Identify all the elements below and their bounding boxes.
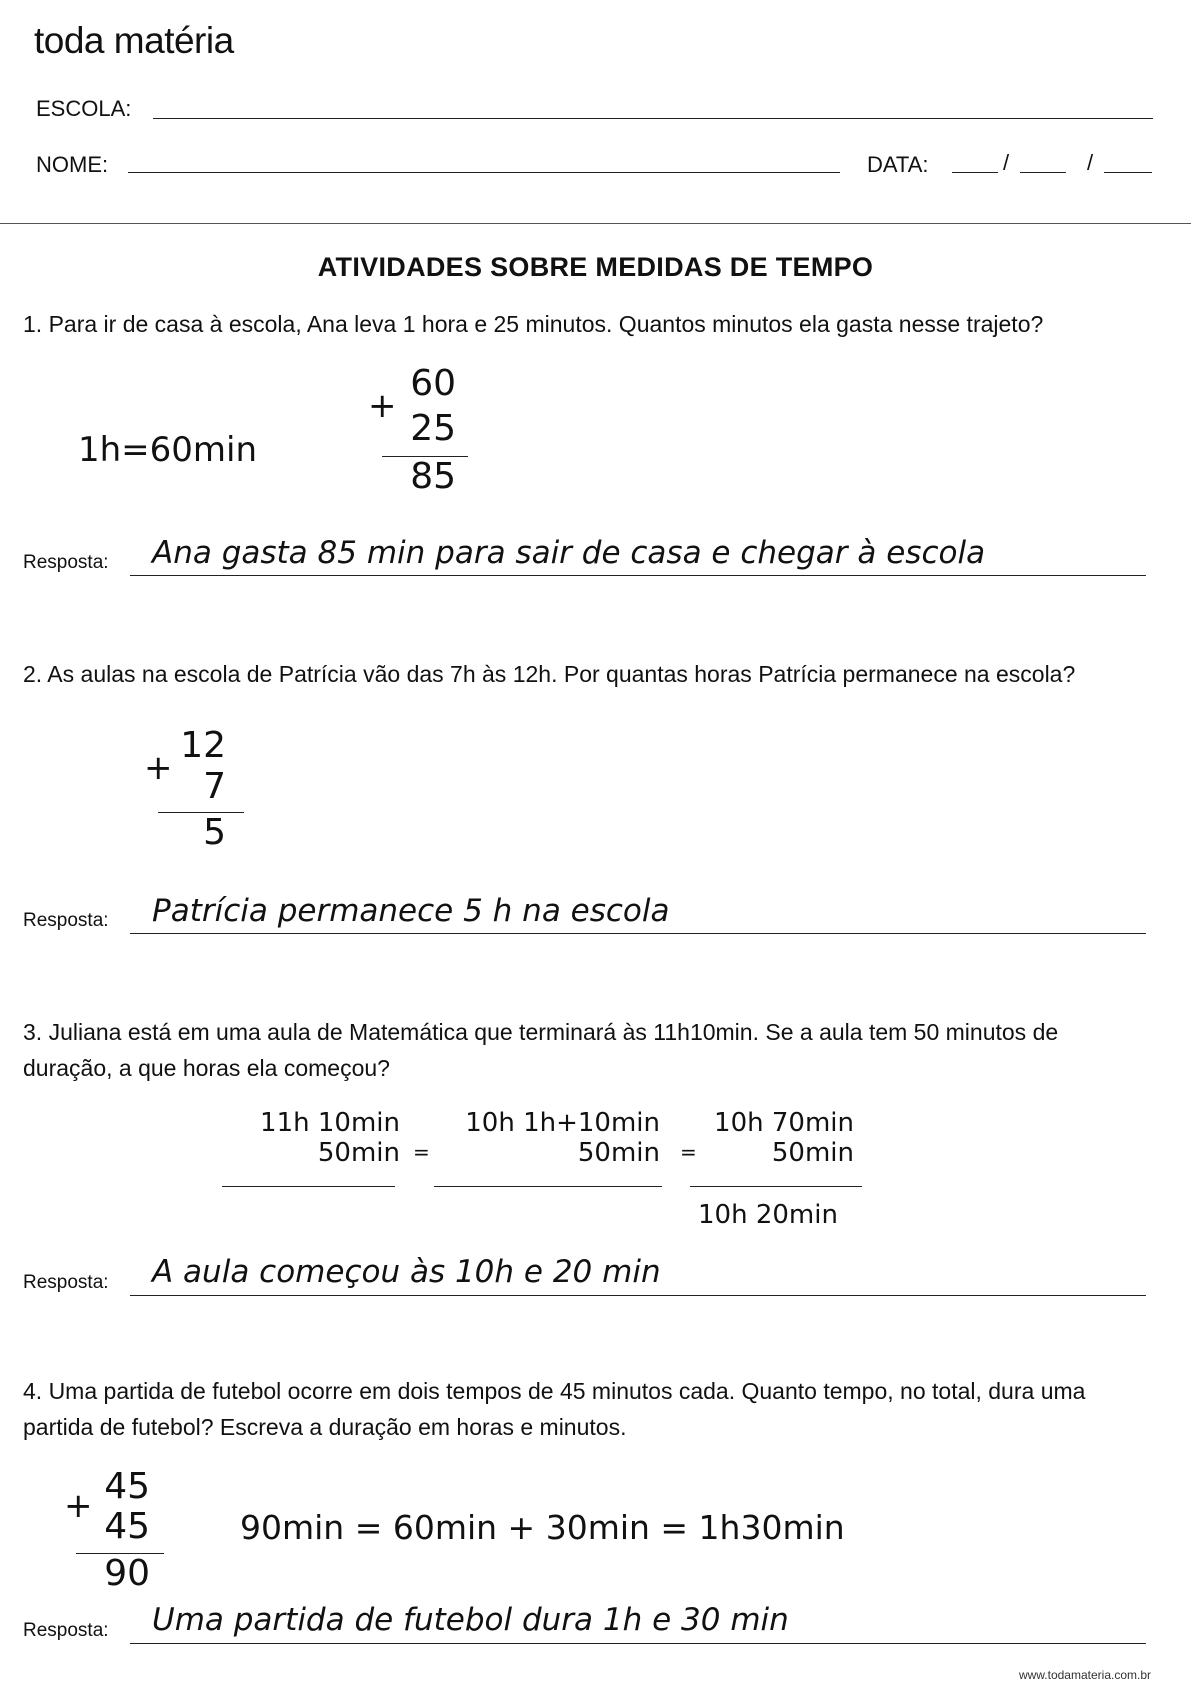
q2-answer: Patrícia permanece 5 h na escola	[152, 893, 670, 929]
q3-step3-bottom: 50min	[771, 1138, 854, 1168]
q1-add-top: 60	[410, 363, 456, 404]
answer-label: Resposta:	[23, 910, 109, 931]
q3-step2	[430, 1108, 660, 1168]
q4-bottom: 45	[104, 1506, 150, 1547]
q3-answer-line[interactable]	[130, 1295, 1146, 1296]
footer-site: www.todamateria.com.br	[1018, 1668, 1151, 1682]
question-1-text: 1. Para ir de casa à escola, Ana leva 1 hora e 25 minutos. Quantos minutos ela gasta nesse trajeto?	[23, 311, 1044, 337]
q1-equation: 1h=60min	[78, 430, 258, 470]
date-day-line[interactable]	[952, 172, 998, 173]
q3-result: 10h 20min	[698, 1200, 838, 1230]
logo-text: toda matéria	[34, 20, 234, 61]
q2-plus: +	[144, 748, 173, 788]
page-title: ATIVIDADES SOBRE MEDIDAS DE TEMPO	[317, 252, 874, 282]
name-field-line[interactable]	[128, 172, 840, 173]
question-3-text: 3. Juliana está em uma aula de Matemática que terminará às 11h10min. Se a aula tem 50 minutos de duração, a que horas ela começou?	[23, 1019, 1059, 1081]
q2-bottom: 7	[203, 766, 226, 807]
q4-conversion: 90min = 60min + 30min = 1h30min	[240, 1508, 845, 1547]
q3-step3-line	[690, 1186, 862, 1187]
date-month-line[interactable]	[1020, 172, 1066, 173]
q3-step1-top: 11h 10min	[260, 1108, 400, 1138]
q2-top: 12	[180, 725, 226, 766]
q2-answer-line[interactable]	[130, 933, 1146, 934]
q4-top: 45	[104, 1466, 150, 1507]
date-year-line[interactable]	[1104, 172, 1152, 173]
date-label: DATA:	[867, 152, 929, 177]
q4-result: 90	[104, 1553, 150, 1594]
q3-equals-2: =	[680, 1140, 697, 1164]
q3-step1	[222, 1108, 400, 1168]
q3-step3-top: 10h 70min	[714, 1108, 854, 1138]
name-label: NOME:	[36, 152, 109, 177]
school-label: ESCOLA:	[36, 96, 132, 121]
q1-answer-line[interactable]	[130, 575, 1146, 576]
answer-label: Resposta:	[23, 552, 109, 573]
q3-step1-bottom: 50min	[317, 1138, 400, 1168]
answer-label: Resposta:	[23, 1620, 109, 1641]
q3-answer: A aula começou às 10h e 20 min	[152, 1254, 661, 1290]
answer-label: Resposta:	[23, 1272, 109, 1293]
date-separator: /	[1087, 150, 1094, 175]
q3-step2-line	[434, 1186, 662, 1187]
q1-add-bottom: 25	[410, 408, 456, 449]
q1-add-result: 85	[410, 456, 456, 497]
q3-step2-bottom: 50min	[577, 1138, 660, 1168]
school-field-line[interactable]	[153, 118, 1153, 119]
q3-equals-1: =	[413, 1140, 430, 1164]
q4-answer: Uma partida de futebol dura 1h e 30 min	[152, 1602, 789, 1638]
q3-step3	[696, 1108, 854, 1168]
q3-step1-line	[222, 1186, 395, 1187]
q4-answer-line[interactable]	[130, 1643, 1146, 1644]
q4-plus: +	[64, 1486, 93, 1526]
header-divider	[0, 223, 1191, 224]
date-separator: /	[1003, 150, 1010, 175]
q2-result: 5	[203, 812, 226, 853]
q1-answer: Ana gasta 85 min para sair de casa e chegar à escola	[152, 535, 986, 571]
q1-plus: +	[368, 386, 397, 426]
question-4-text: 4. Uma partida de futebol ocorre em dois tempos de 45 minutos cada. Quanto tempo, no total, dura uma partida de futebol? Escreva a duração em horas e minutos.	[23, 1378, 1086, 1440]
question-2-text: 2. As aulas na escola de Patrícia vão das 7h às 12h. Por quantas horas Patrícia permanece na escola?	[23, 661, 1076, 687]
q3-step2-top: 10h 1h+10min	[465, 1108, 660, 1138]
